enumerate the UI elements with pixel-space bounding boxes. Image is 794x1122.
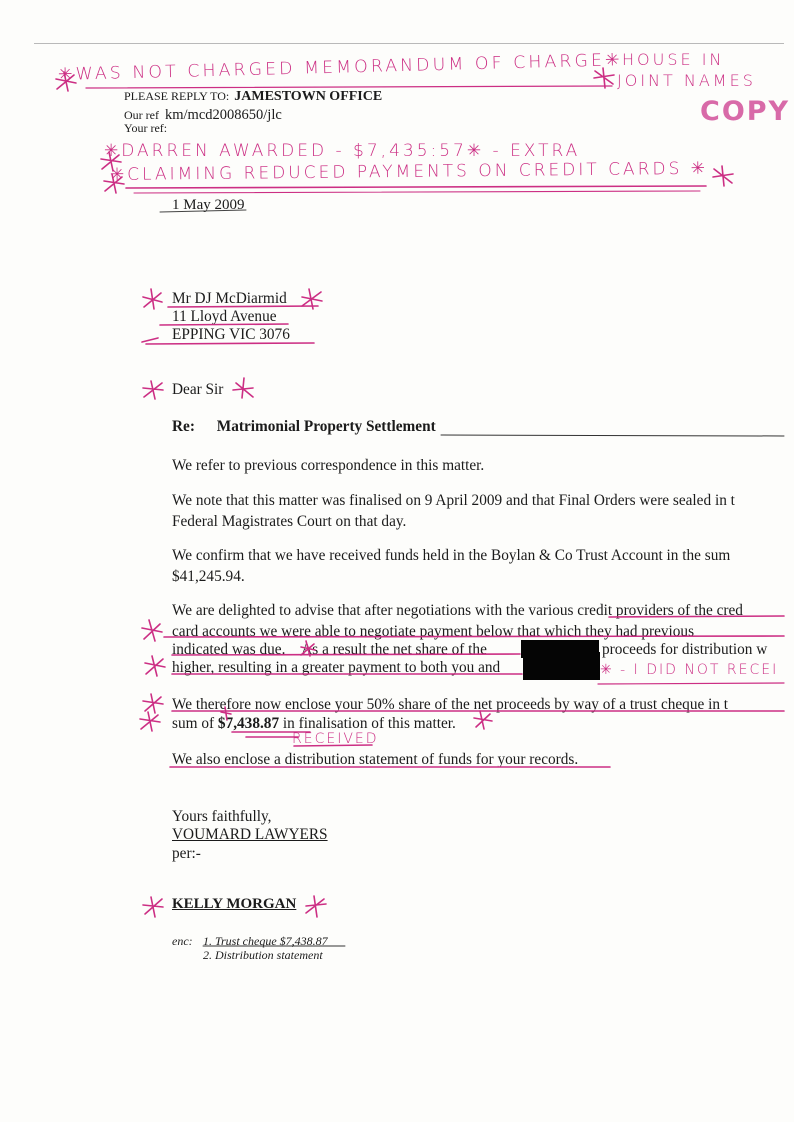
underline-annotation-top: [86, 86, 612, 88]
annotation-received: RECEIVED: [292, 731, 379, 747]
our-ref-label: Our ref: [124, 108, 159, 122]
annotation-house-bottom: JOINT NAMES: [617, 71, 756, 90]
underline-receive: [598, 683, 784, 684]
star-icon: [594, 68, 614, 88]
p5-amount: $7,438.87: [217, 715, 280, 732]
paragraph-4-line-3c: proceeds for distribution w: [602, 641, 768, 658]
re-subject: Matrimonial Property Settlement: [216, 418, 436, 435]
header-rule: [34, 43, 784, 44]
paragraph-5-line-1: We therefore now enclose your 50% share of the net proceeds by way of a trust cheque in t: [172, 696, 729, 713]
star-icon: [302, 289, 322, 309]
recipient-name: Mr DJ McDiarmid: [172, 290, 287, 307]
letter-date: 1 May 2009: [172, 197, 245, 213]
closing: Yours faithfully,: [172, 808, 272, 825]
enclosures-label: enc:: [172, 934, 193, 948]
paragraph-1: We refer to previous correspondence in this matter.: [172, 457, 485, 474]
p4-line-3a: indicated was due.: [172, 641, 286, 658]
star-icon: [140, 712, 160, 731]
per-label: per:-: [172, 845, 201, 862]
star-icon: [143, 694, 163, 713]
annotation-did-not-receive: ✳ - I DID NOT RECEI: [600, 662, 779, 678]
redaction-bar-2: [523, 652, 600, 680]
re-line: [172, 418, 436, 436]
underline-re: [441, 435, 784, 436]
firm-name: VOUMARD LAWYERS: [172, 826, 328, 843]
star-icon: [143, 289, 162, 309]
star-icon: [143, 381, 163, 399]
paragraph-4-line-1: We are delighted to advise that after negotiations with the various credit providers of the cred: [172, 602, 743, 619]
p4-line-3b: As a result the net share of the: [301, 641, 487, 658]
paragraph-2-line-1: We note that this matter was finalised on 9 April 2009 and that Final Orders were sealed in t: [172, 492, 735, 509]
annotation-house-top: HOUSE IN: [622, 50, 725, 69]
dash-address: [142, 338, 158, 342]
reply-to-office: JAMESTOWN OFFICE: [234, 89, 383, 104]
signatory-name: KELLY MORGAN: [172, 896, 297, 912]
reply-to: [124, 89, 382, 105]
star-icon: [713, 166, 733, 186]
star-icon: [143, 897, 163, 917]
underline-credit-cards-1: [126, 186, 706, 188]
star-icon: [233, 378, 253, 398]
annotation-not-charged: ✳WAS NOT CHARGED MEMORANDUM OF CHARGE✳: [57, 50, 623, 85]
salutation: Dear Sir: [172, 381, 224, 398]
annotation-credit-cards: ✳CLAIMING REDUCED PAYMENTS ON CREDIT CARDS ✳: [109, 158, 709, 185]
underline-credit-cards-2: [134, 191, 700, 193]
recipient-street: 11 Lloyd Avenue: [172, 308, 277, 325]
enclosure-1: 1. Trust cheque $7,438.87: [203, 934, 328, 948]
star-icon: [142, 620, 162, 641]
p5-finalisation: in finalisation of this matter.: [282, 715, 456, 732]
annotation-darren-awarded: ✳DARREN AWARDED - $7,435:57✳ - EXTRA: [104, 141, 581, 161]
enclosure-2: 2. Distribution statement: [203, 948, 323, 962]
our-ref-value: km/mcd2008650/jlc: [164, 107, 282, 123]
paragraph-3-line-2: $41,245.94.: [172, 568, 245, 585]
re-label: Re:: [172, 418, 195, 435]
paragraph-4-line-2: card accounts we were able to negotiate payment below that which they had previous: [172, 623, 695, 640]
paragraph-6: We also enclose a distribution statement of funds for your records.: [172, 751, 579, 768]
copy-stamp: COPY: [700, 96, 791, 127]
p5-sum-of: sum of: [172, 715, 215, 732]
paragraph-4-line-4: higher, resulting in a greater payment to both you and: [172, 659, 501, 676]
paragraph-2-line-2: Federal Magistrates Court on that day.: [172, 513, 407, 530]
your-ref: Your ref:: [124, 121, 168, 135]
recipient-city: EPPING VIC 3076: [172, 326, 290, 343]
star-icon: [306, 896, 326, 917]
reply-to-label: PLEASE REPLY TO:: [124, 89, 230, 103]
paragraph-3-line-1: We confirm that we have received funds held in the Boylan & Co Trust Account in the sum: [172, 547, 731, 564]
star-icon: [145, 656, 165, 676]
